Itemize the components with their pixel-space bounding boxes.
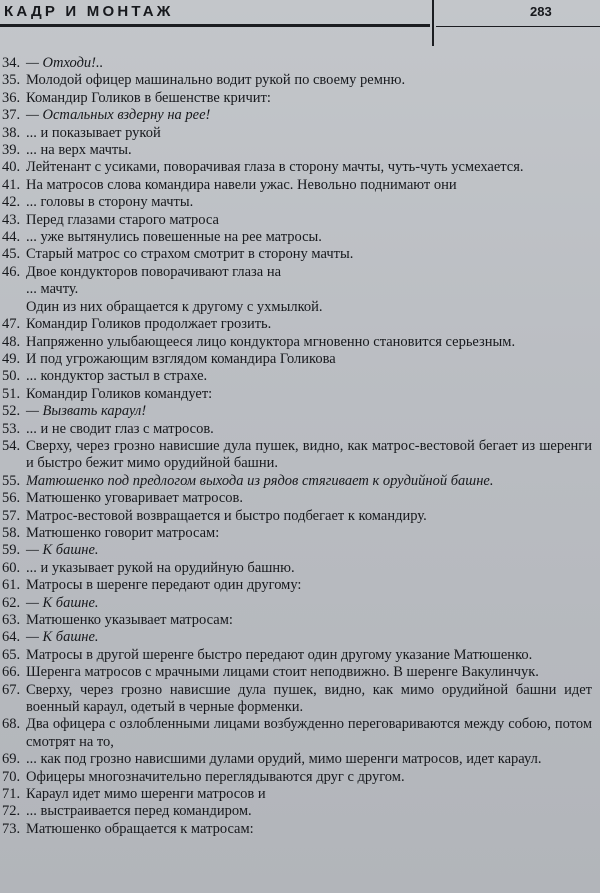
line-number: 67. <box>2 681 21 698</box>
line-text: — Вызвать караул! <box>26 403 147 420</box>
line-text: Матюшенко обращается к матросам: <box>26 820 254 837</box>
line-number: 48. <box>2 333 21 350</box>
script-line <box>2 299 592 316</box>
line-text: Один из них обращается к другому с ухмылкой. <box>26 298 323 315</box>
line-text: ... как под грозно нависшими дулами орудий, мимо шеренги матросов, идет караул. <box>26 751 542 768</box>
line-text: — К башне. <box>26 594 99 611</box>
script-line <box>2 577 592 594</box>
line-number: 51. <box>2 385 21 402</box>
line-text: Матросы в другой шеренге быстро передают один другому указание Матюшенко. <box>26 646 533 663</box>
line-number: 59. <box>2 542 21 559</box>
script-line <box>2 629 592 646</box>
script-line <box>2 421 592 438</box>
script-line <box>2 612 592 629</box>
line-number: 69. <box>2 751 21 768</box>
line-number: 40. <box>2 159 21 176</box>
line-text: Матрос-вестовой возвращается и быстро подбегает к командиру. <box>26 507 427 524</box>
line-text: — К башне. <box>26 542 99 559</box>
line-text: ... и не сводит глаз с матросов. <box>26 420 214 437</box>
line-text: — Остальных вздерну на рее! <box>26 107 211 124</box>
line-text: ... кондуктор застыл в страхе. <box>26 368 208 385</box>
line-text: — Отходи!.. <box>26 55 104 71</box>
script-line <box>2 438 592 473</box>
line-number: 34. <box>2 55 21 71</box>
script-line <box>2 525 592 542</box>
line-number: 56. <box>2 490 21 507</box>
line-number: 65. <box>2 646 21 663</box>
line-text: Матросы в шеренге передают один другому: <box>26 577 302 594</box>
line-text: Командир Голиков командует: <box>26 385 213 402</box>
chapter-title: КАДР И МОНТАЖ <box>4 3 174 20</box>
script-line <box>2 316 592 333</box>
line-number: 63. <box>2 612 21 628</box>
script-line <box>2 560 592 577</box>
line-text: ... и указывает рукой на орудийную башню. <box>26 559 295 576</box>
line-number: 36. <box>2 89 21 106</box>
line-text: — К башне. <box>26 629 99 646</box>
line-text: Матюшенко под предлогом выхода из рядов стягивает к орудийной башне. <box>26 472 494 489</box>
line-number: 50. <box>2 368 21 385</box>
line-number: 43. <box>2 211 21 228</box>
line-text: ... и показывает рукой <box>26 124 161 141</box>
line-number: 37. <box>2 107 21 124</box>
script-line <box>2 647 592 664</box>
line-text: ... на верх мачты. <box>26 142 132 159</box>
line-number: 70. <box>2 768 21 785</box>
line-number: 44. <box>2 229 21 246</box>
line-text: Перед глазами старого матроса <box>26 211 219 228</box>
line-text: Шеренга матросов с мрачными лицами стоит неподвижно. В шеренге Вакулинчук. <box>26 664 539 681</box>
script-line <box>2 55 592 72</box>
header-rule <box>0 24 430 27</box>
script-line <box>2 769 592 786</box>
line-number: 52. <box>2 403 21 420</box>
script-line <box>2 246 592 263</box>
line-number: 57. <box>2 507 21 524</box>
line-text: ... уже вытянулись повешенные на рее матросы. <box>26 229 322 246</box>
page-header <box>0 0 600 52</box>
line-number: 64. <box>2 629 21 646</box>
line-text: Командир Голиков продолжает грозить. <box>26 316 272 333</box>
line-text: Офицеры многозначительно переглядываются друг с другом. <box>26 768 405 785</box>
line-number: 68. <box>2 716 21 733</box>
line-number: 45. <box>2 246 21 263</box>
line-number: 73. <box>2 820 21 837</box>
line-text: ... головы в сторону мачты. <box>26 194 194 211</box>
line-text: Сверху, через грозно нависшие дула пушек, видно, как мимо орудийной башни идет военный караул, одетый в черные форменки. <box>26 681 592 716</box>
script-line <box>2 125 592 142</box>
script-line <box>2 281 592 298</box>
line-text: Сверху, через грозно нависшие дула пушек, видно, как матрос-вестовой бегает из шеренги и быстро бежит мимо орудийной башни. <box>26 437 592 472</box>
script-line <box>2 716 592 751</box>
script-line <box>2 142 592 159</box>
script-line <box>2 490 592 507</box>
line-text: Молодой офицер машинально водит рукой по своему ремню. <box>26 72 406 89</box>
line-number: 66. <box>2 664 21 681</box>
line-number: 72. <box>2 803 21 820</box>
script-line <box>2 107 592 124</box>
script-line <box>2 368 592 385</box>
line-number: 54. <box>2 437 21 454</box>
line-text: Старый матрос со страхом смотрит в сторону мачты. <box>26 246 354 263</box>
script-line <box>2 72 592 89</box>
script-line <box>2 194 592 211</box>
script-line <box>2 664 592 681</box>
script-line <box>2 473 592 490</box>
line-text: Караул идет мимо шеренги матросов и <box>26 786 266 803</box>
line-text: ... выстраивается перед командиром. <box>26 803 252 820</box>
line-number: 39. <box>2 142 21 159</box>
line-text: И под угрожающим взглядом командира Голикова <box>26 350 336 367</box>
line-number: 46. <box>2 263 21 280</box>
line-text: Командир Голиков в бешенстве кричит: <box>26 89 271 106</box>
line-number: 38. <box>2 124 21 141</box>
script-line <box>2 351 592 368</box>
page-number: 283 <box>530 4 552 19</box>
script-text <box>2 55 592 838</box>
line-number: 41. <box>2 176 21 193</box>
script-line <box>2 786 592 803</box>
line-number: 62. <box>2 594 21 611</box>
line-number: 42. <box>2 194 21 211</box>
line-number: 55. <box>2 472 21 489</box>
script-line <box>2 821 592 838</box>
line-text: Матюшенко указывает матросам: <box>26 612 233 628</box>
script-line <box>2 159 592 176</box>
script-line <box>2 803 592 820</box>
script-line <box>2 595 592 612</box>
script-line <box>2 212 592 229</box>
script-line <box>2 229 592 246</box>
line-text: На матросов слова командира навели ужас. Невольно поднимают они <box>26 176 457 193</box>
line-text: Матюшенко говорит матросам: <box>26 524 220 541</box>
line-number: 58. <box>2 524 21 541</box>
line-text: Напряженно улыбающееся лицо кондуктора мгновенно становится серьезным. <box>26 333 516 350</box>
line-number: 60. <box>2 559 21 576</box>
header-vertical-rule <box>432 0 434 46</box>
script-line <box>2 90 592 107</box>
script-line <box>2 682 592 717</box>
script-line <box>2 264 592 281</box>
line-text: Двое кондукторов поворачивают глаза на <box>26 263 282 280</box>
script-line <box>2 177 592 194</box>
script-line <box>2 386 592 403</box>
line-number: 47. <box>2 316 21 333</box>
line-number: 71. <box>2 786 21 803</box>
line-number: 61. <box>2 577 21 594</box>
script-line <box>2 334 592 351</box>
line-number: 35. <box>2 72 21 89</box>
line-text: Лейтенант с усиками, поворачивая глаза в сторону мачты, чуть-чуть усмехается. <box>26 159 524 176</box>
script-line <box>2 542 592 559</box>
line-text: Матюшенко уговаривает матросов. <box>26 490 244 507</box>
line-text: ... мачту. <box>26 281 79 298</box>
line-number: 53. <box>2 420 21 437</box>
header-rule-thin <box>436 26 600 27</box>
line-text: Два офицера с озлобленными лицами возбужденно переговариваются между собою, потом смотрят на то, <box>26 716 592 750</box>
script-line <box>2 403 592 420</box>
line-number: 49. <box>2 350 21 367</box>
script-line <box>2 751 592 768</box>
script-line <box>2 508 592 525</box>
